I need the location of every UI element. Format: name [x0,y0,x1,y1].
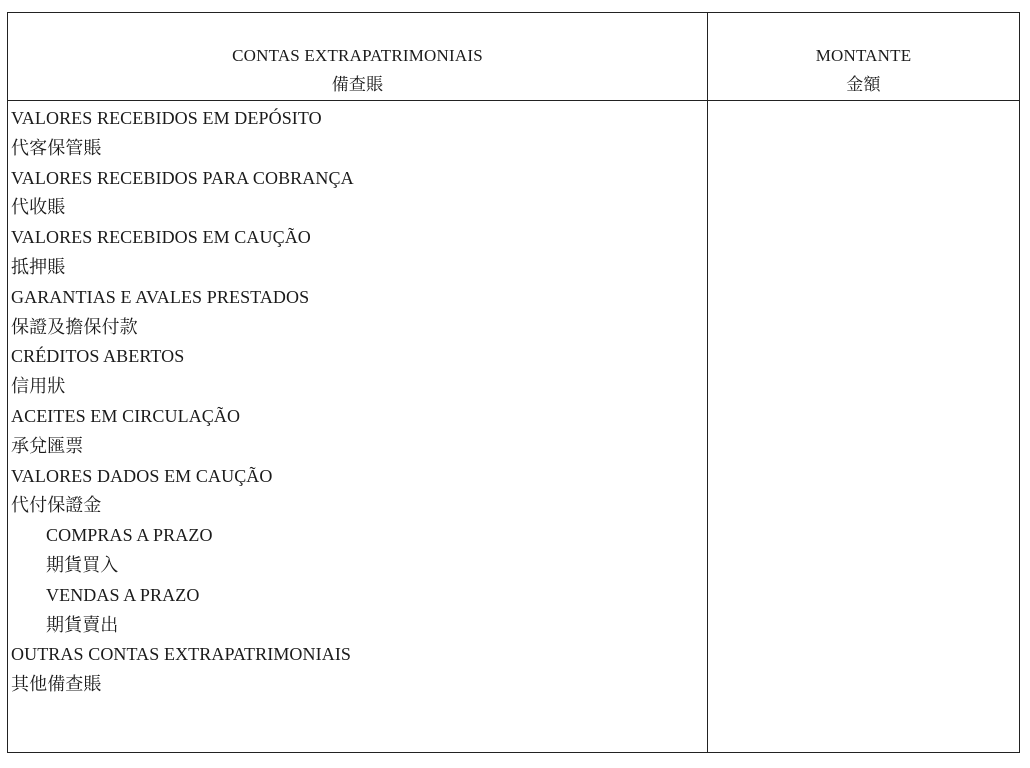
account-row: ACEITES EM CIRCULAÇÃO [11,405,241,426]
account-row: OUTRAS CONTAS EXTRAPATRIMONIAIS [11,644,352,665]
account-row: 承兌匯票 [11,435,84,456]
account-row: 代客保管賬 [11,137,102,158]
account-row: VALORES DADOS EM CAUÇÃO [11,465,273,486]
header-amount-cell [708,13,1019,100]
account-row: 其他備查賬 [11,674,102,695]
account-row: 期貨賣出 [46,614,119,635]
account-row: 代付保證金 [11,495,102,516]
account-row: 期貨買入 [46,554,119,575]
account-row: 代收賬 [11,197,66,218]
account-row: GARANTIAS E AVALES PRESTADOS [11,286,310,307]
account-row: 信用狀 [11,376,66,397]
account-row: COMPRAS A PRAZO [46,525,213,546]
account-row: VALORES RECEBIDOS PARA COBRANÇA [11,167,354,188]
off-balance-sheet-table [7,12,1020,753]
header-accounts-zh: 備查賬 [331,75,384,94]
header-amount-pt: MONTANTE [815,46,912,65]
account-row: 抵押賬 [11,256,66,277]
account-row: CRÉDITOS ABERTOS [11,346,185,367]
account-row: VALORES RECEBIDOS EM DEPÓSITO [11,108,322,128]
account-row: VENDAS A PRAZO [46,584,200,605]
header-accounts-cell [8,13,707,100]
account-row: VALORES RECEBIDOS EM CAUÇÃO [11,227,311,248]
header-amount-zh: 金額 [846,75,881,94]
column-divider [707,13,708,752]
account-row: 保證及擔保付款 [11,316,138,337]
header-accounts-pt: CONTAS EXTRAPATRIMONIAIS [232,46,483,65]
account-list [11,105,701,701]
header-rule [8,100,1019,101]
